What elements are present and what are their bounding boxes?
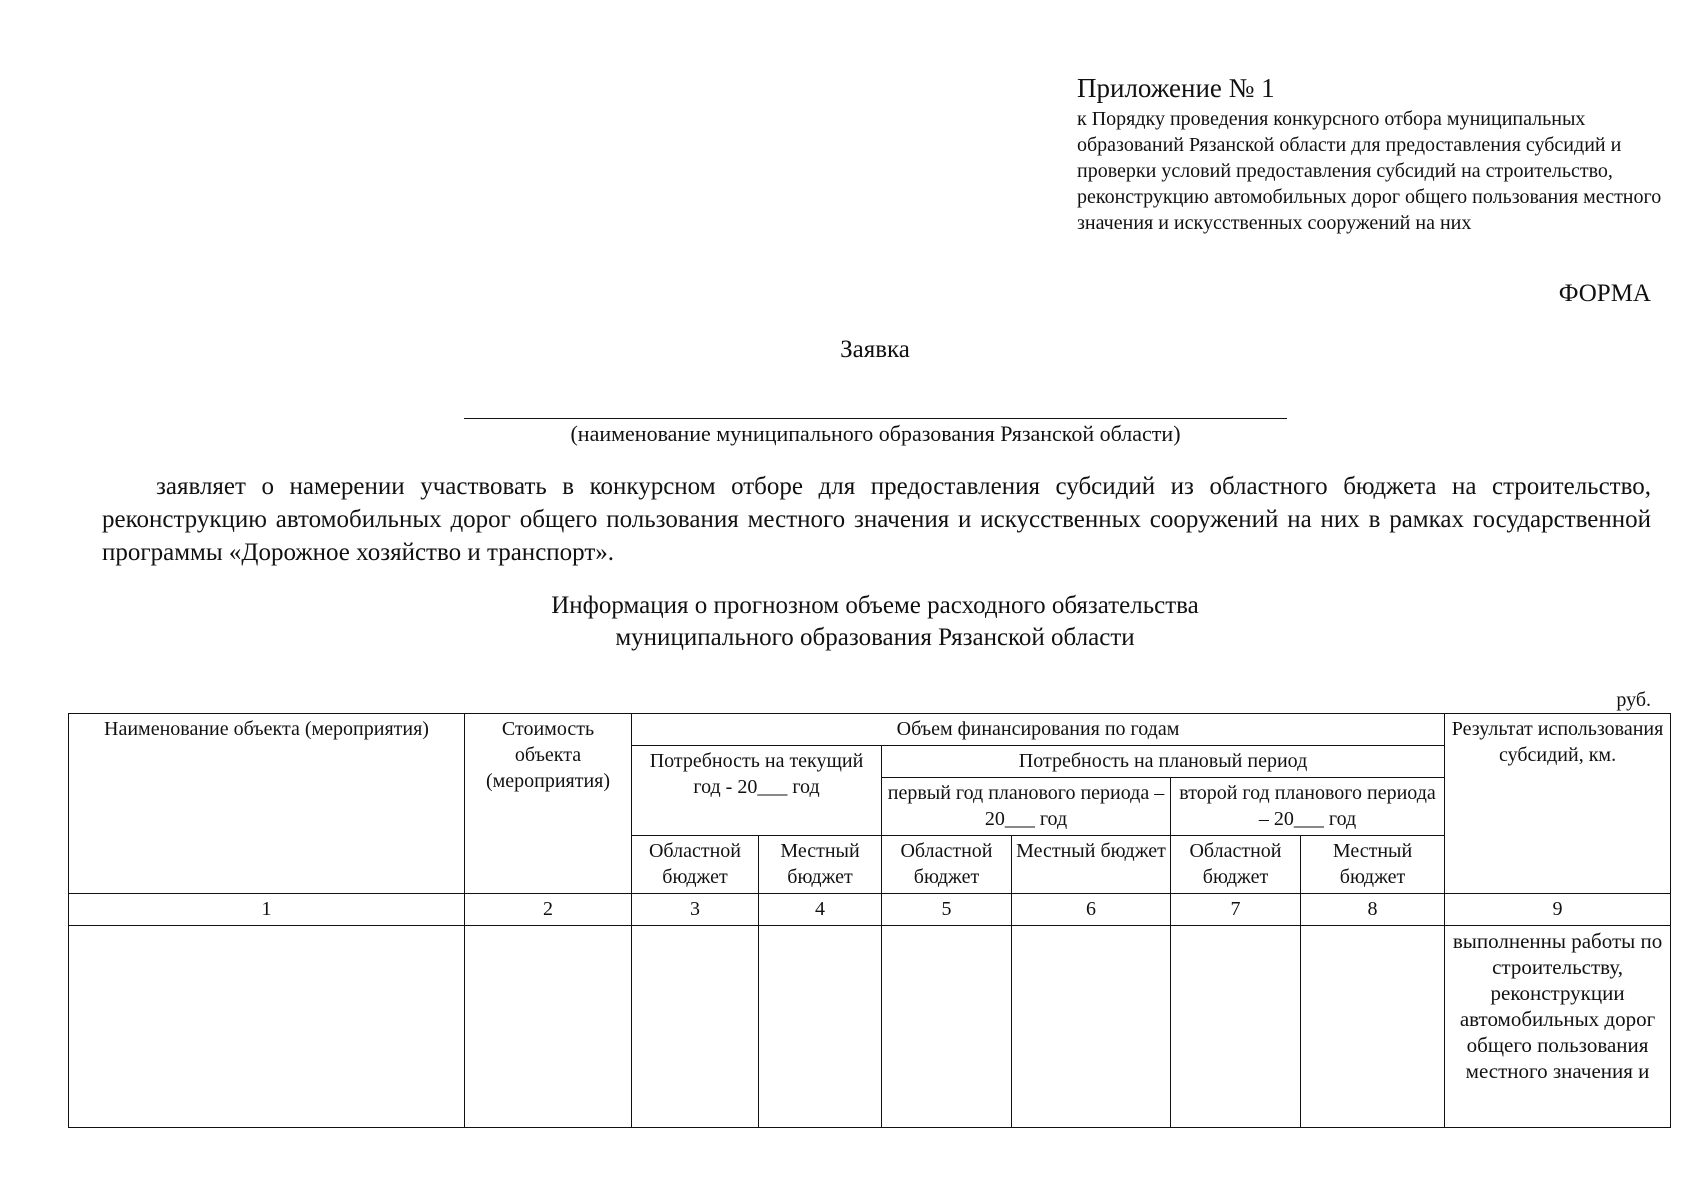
header-financing-by-years: Объем финансирования по годам xyxy=(632,714,1445,746)
column-number: 2 xyxy=(465,894,632,926)
info-title-line-1: Информация о прогнозном объеме расходного обязательства xyxy=(551,592,1199,619)
header-object-name: Наименование объекта (мероприятия) xyxy=(69,714,465,894)
cell-regional-budget-first xyxy=(882,926,1012,1128)
financing-table xyxy=(68,713,1671,1128)
cell-local-budget-current xyxy=(759,926,882,1128)
cell-local-budget-first xyxy=(1012,926,1171,1128)
header-regional-budget-first: Областной бюджет xyxy=(882,836,1012,894)
header-local-budget-current: Местный бюджет xyxy=(759,836,882,894)
appendix-title: Приложение № 1 xyxy=(1077,73,1275,103)
header-current-year: Потребность на текущий год - 20___ год xyxy=(632,746,882,836)
statement-paragraph: заявляет о намерении участвовать в конкурсном отборе для предоставления субсидий из областного бюджета на строительство, реконструкцию автомобильных дорог общего пользования местного значения и искусственных сооружений на них в рамках государственной программы «Дорожное хозяйство и транспорт». xyxy=(102,473,1651,566)
column-number: 7 xyxy=(1171,894,1301,926)
cell-object-name xyxy=(69,926,465,1128)
column-number: 8 xyxy=(1301,894,1445,926)
header-object-cost: Стоимость объекта (мероприятия) xyxy=(465,714,632,894)
column-number: 9 xyxy=(1445,894,1671,926)
document-title: Заявка xyxy=(840,336,910,363)
header-regional-budget-current: Областной бюджет xyxy=(632,836,759,894)
header-first-plan-year: первый год планового периода – 20___ год xyxy=(882,778,1171,836)
column-number: 6 xyxy=(1012,894,1171,926)
municipality-name-line xyxy=(464,418,1287,419)
cell-regional-budget-current xyxy=(632,926,759,1128)
cell-regional-budget-second xyxy=(1171,926,1301,1128)
table-row xyxy=(69,926,1671,1128)
header-planned-period: Потребность на плановый период xyxy=(882,746,1445,778)
column-number: 5 xyxy=(882,894,1012,926)
column-number: 3 xyxy=(632,894,759,926)
cell-local-budget-second xyxy=(1301,926,1445,1128)
cell-result: выполненны работы по строительству, реконструкции автомобильных дорог общего пользования местного значения и xyxy=(1445,926,1671,1128)
currency-label: руб. xyxy=(1616,689,1651,711)
header-local-budget-second: Местный бюджет xyxy=(1301,836,1445,894)
appendix-text: к Порядку проведения конкурсного отбора муниципальных образований Рязанской области для предоставления субсидий и проверки условий предоставления субсидий на строительство, реконструкцию автомобильных дорог общего пользования местного значения и искусственных сооружений на них xyxy=(1077,108,1662,234)
info-title xyxy=(0,590,1697,654)
appendix-block xyxy=(1077,72,1677,236)
header-regional-budget-second: Областной бюджет xyxy=(1171,836,1301,894)
header-result: Результат использования субсидий, км. xyxy=(1445,714,1671,894)
form-label: ФОРМА xyxy=(1558,280,1651,307)
column-number: 1 xyxy=(69,894,465,926)
municipality-name-caption: (наименование муниципального образования Рязанской области) xyxy=(570,421,1181,446)
header-local-budget-first: Местный бюджет xyxy=(1012,836,1171,894)
column-number: 4 xyxy=(759,894,882,926)
cell-object-cost xyxy=(465,926,632,1128)
header-row-1 xyxy=(69,714,1671,746)
info-title-line-2: муниципального образования Рязанской области xyxy=(615,624,1135,651)
header-second-plan-year: второй год планового периода – 20___ год xyxy=(1171,778,1445,836)
column-number-row xyxy=(69,894,1671,926)
